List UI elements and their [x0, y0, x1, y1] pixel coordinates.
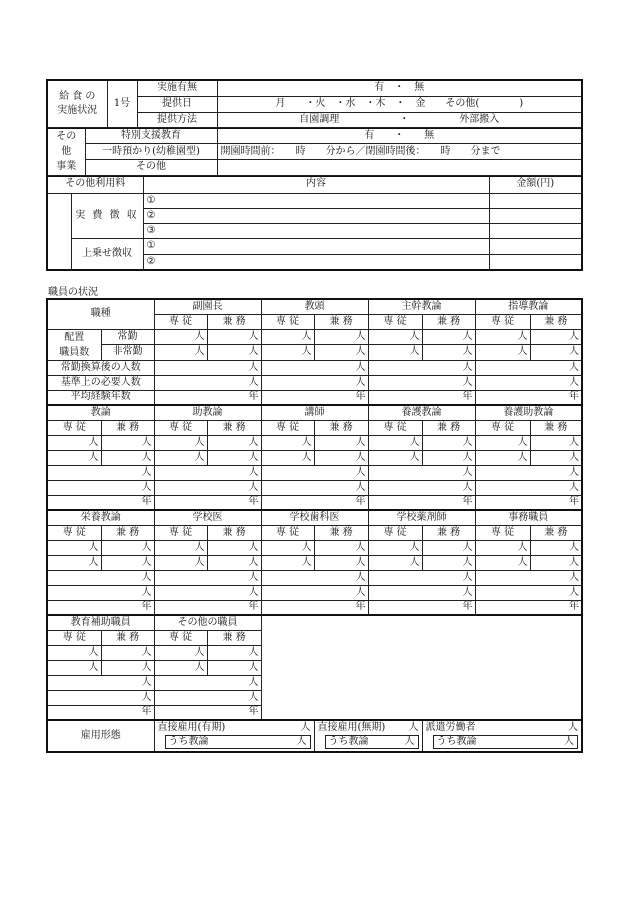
- count-cell[interactable]: 人: [475, 570, 582, 585]
- employment-sub-label: うち教論: [436, 736, 477, 747]
- row-label: 常勤: [101, 329, 154, 345]
- parttime-header: 兼 務: [101, 630, 154, 645]
- count-cell[interactable]: 人: [368, 345, 422, 361]
- fees-table: [46, 175, 583, 271]
- count-cell[interactable]: 人: [314, 329, 368, 345]
- fulltime-header: 専 従: [261, 525, 314, 540]
- count-cell[interactable]: 人: [261, 465, 368, 480]
- project-value[interactable]: 有 ・ 無: [217, 128, 582, 144]
- fees-header-left: その他利用料: [47, 176, 143, 194]
- fees-group-label: 上乗せ徴収: [71, 239, 143, 270]
- count-cell[interactable]: 人: [475, 540, 530, 555]
- project-value[interactable]: 開園時間前： 時 分から／閉園時間後： 時 分まで: [217, 144, 582, 160]
- fulltime-header: 専 従: [154, 630, 207, 645]
- fulltime-header: 専 従: [261, 420, 314, 435]
- count-cell[interactable]: 人: [154, 450, 207, 465]
- employment-item: [422, 720, 582, 735]
- count-cell[interactable]: 人: [475, 465, 582, 480]
- meal-table: [46, 79, 583, 129]
- count-cell[interactable]: 人: [154, 675, 261, 690]
- fees-indent: [47, 193, 71, 270]
- count-cell[interactable]: 人: [368, 555, 422, 570]
- count-cell[interactable]: 人: [530, 450, 582, 465]
- fulltime-header: 専 従: [47, 630, 101, 645]
- years-cell[interactable]: 年: [154, 600, 261, 615]
- count-cell[interactable]: 人: [261, 435, 314, 450]
- parttime-header: 兼 務: [530, 525, 582, 540]
- fee-item[interactable]: ①: [143, 239, 489, 254]
- years-cell[interactable]: 年: [261, 390, 368, 405]
- job-title: 学校歯科医: [261, 510, 368, 525]
- count-cell[interactable]: 人: [47, 480, 154, 495]
- parttime-header: 兼 務: [101, 525, 154, 540]
- count-cell[interactable]: 人: [368, 465, 475, 480]
- count-cell[interactable]: 人: [261, 480, 368, 495]
- parttime-header: 兼 務: [314, 525, 368, 540]
- fulltime-header: 専 従: [475, 525, 530, 540]
- years-cell[interactable]: 年: [368, 495, 475, 510]
- count-cell[interactable]: 人: [422, 435, 475, 450]
- employment-item: [314, 720, 422, 735]
- count-cell[interactable]: 人: [154, 690, 261, 705]
- count-cell[interactable]: 人: [154, 555, 207, 570]
- job-title: 栄養教論: [47, 510, 154, 525]
- count-cell[interactable]: 人: [475, 555, 530, 570]
- fulltime-header: 専 従: [368, 420, 422, 435]
- job-title: 副園長: [154, 299, 261, 314]
- project-label: 特別支援教育: [85, 128, 217, 144]
- count-cell[interactable]: 人: [47, 660, 101, 675]
- meal-row-label: 提供日: [137, 96, 217, 112]
- count-cell[interactable]: 人: [422, 450, 475, 465]
- job-title: 教論: [47, 405, 154, 420]
- job-title: 養護教論: [368, 405, 475, 420]
- row-label: 常勤換算後の人数: [47, 360, 154, 375]
- count-cell[interactable]: 人: [47, 675, 154, 690]
- fulltime-header: 専 従: [475, 420, 530, 435]
- count-cell[interactable]: 人: [101, 555, 154, 570]
- count-cell[interactable]: 人: [154, 435, 207, 450]
- job-title: 事務職員: [475, 510, 582, 525]
- count-cell[interactable]: 人: [261, 329, 314, 345]
- count-cell[interactable]: 人: [314, 555, 368, 570]
- count-cell[interactable]: 人: [475, 345, 530, 361]
- meal-row-value[interactable]: 有 ・ 無: [217, 80, 582, 96]
- count-cell[interactable]: 人: [101, 660, 154, 675]
- years-cell[interactable]: 年: [475, 495, 582, 510]
- count-cell[interactable]: 人: [47, 450, 101, 465]
- job-title: 教育補助職員: [47, 615, 154, 630]
- count-cell[interactable]: 人: [475, 375, 582, 390]
- count-cell[interactable]: 人: [261, 450, 314, 465]
- count-cell[interactable]: 人: [368, 540, 422, 555]
- project-value[interactable]: [217, 160, 582, 176]
- project-label: その他: [85, 160, 217, 176]
- count-cell[interactable]: 人: [530, 555, 582, 570]
- count-cell[interactable]: 人: [154, 375, 261, 390]
- employment-item-unit[interactable]: 人: [408, 722, 419, 733]
- job-title: 助教論: [154, 405, 261, 420]
- job-title: その他の職員: [154, 615, 261, 630]
- count-cell[interactable]: 人: [154, 329, 207, 345]
- meal-label: 給 食 の 実施状況: [47, 80, 107, 128]
- count-cell[interactable]: 人: [261, 360, 368, 375]
- count-cell[interactable]: 人: [422, 540, 475, 555]
- row-label: 平均経験年数: [47, 390, 154, 405]
- years-cell[interactable]: 年: [47, 705, 154, 720]
- count-cell[interactable]: 人: [154, 570, 261, 585]
- count-cell[interactable]: 人: [368, 570, 475, 585]
- count-cell[interactable]: 人: [101, 450, 154, 465]
- count-cell[interactable]: 人: [101, 540, 154, 555]
- count-cell[interactable]: 人: [368, 360, 475, 375]
- employment-item-unit[interactable]: 人: [568, 722, 578, 733]
- fees-header-amount: 金額(円): [489, 176, 582, 194]
- count-cell[interactable]: 人: [154, 480, 261, 495]
- parttime-header: 兼 務: [207, 314, 261, 329]
- years-cell[interactable]: 年: [475, 600, 582, 615]
- count-cell[interactable]: 人: [475, 360, 582, 375]
- count-cell[interactable]: 人: [261, 375, 368, 390]
- count-cell[interactable]: 人: [47, 570, 154, 585]
- meal-row-value[interactable]: 自園調理 ・ 外部搬入: [217, 112, 582, 128]
- fee-item[interactable]: ②: [143, 254, 489, 270]
- count-cell[interactable]: 人: [530, 435, 582, 450]
- fulltime-header: 専 従: [261, 314, 314, 329]
- count-cell[interactable]: 人: [422, 555, 475, 570]
- row-label: 非常勤: [101, 345, 154, 361]
- fee-amount[interactable]: [489, 193, 582, 208]
- blank-area: [261, 615, 582, 720]
- count-cell[interactable]: 人: [101, 435, 154, 450]
- count-cell[interactable]: 人: [154, 345, 207, 361]
- fulltime-header: 専 従: [368, 525, 422, 540]
- row-label: 基準上の必要人数: [47, 375, 154, 390]
- fulltime-header: 専 従: [368, 314, 422, 329]
- count-cell[interactable]: 人: [368, 329, 422, 345]
- fee-item[interactable]: ③: [143, 224, 489, 239]
- job-title: 学校薬剤師: [368, 510, 475, 525]
- count-cell[interactable]: 人: [475, 329, 530, 345]
- count-cell[interactable]: 人: [101, 645, 154, 660]
- count-cell[interactable]: 人: [261, 570, 368, 585]
- employment-sub-label: うち教論: [328, 736, 369, 747]
- parttime-header: 兼 務: [207, 525, 261, 540]
- fee-item[interactable]: ①: [143, 193, 489, 208]
- employment-sub-unit[interactable]: 人: [296, 736, 307, 747]
- employment-item: [154, 720, 314, 735]
- count-cell[interactable]: 人: [47, 645, 101, 660]
- other-projects-table: [46, 127, 583, 177]
- fees-header-content: 内容: [143, 176, 489, 194]
- fee-amount[interactable]: [489, 224, 582, 239]
- employment-sub: [422, 735, 582, 752]
- employment-sub: [154, 735, 314, 752]
- count-cell[interactable]: 人: [475, 435, 530, 450]
- count-cell[interactable]: 人: [154, 645, 207, 660]
- count-cell[interactable]: 人: [207, 645, 261, 660]
- parttime-header: 兼 務: [101, 420, 154, 435]
- count-cell[interactable]: 人: [475, 450, 530, 465]
- parttime-header: 兼 務: [207, 420, 261, 435]
- meal-no: 1号: [107, 80, 137, 128]
- fulltime-header: 専 従: [154, 525, 207, 540]
- employment-item-label: 派遣労働者: [425, 722, 476, 733]
- count-cell[interactable]: 人: [314, 435, 368, 450]
- employment-item-unit[interactable]: 人: [300, 722, 311, 733]
- employment-sub-unit[interactable]: 人: [404, 736, 415, 747]
- count-cell[interactable]: 人: [314, 450, 368, 465]
- years-cell[interactable]: 年: [47, 600, 154, 615]
- job-label: 職種: [47, 299, 154, 329]
- count-cell[interactable]: 人: [207, 329, 261, 345]
- parttime-header: 兼 務: [207, 630, 261, 645]
- years-cell[interactable]: 年: [261, 600, 368, 615]
- years-cell[interactable]: 年: [261, 495, 368, 510]
- count-cell[interactable]: 人: [207, 345, 261, 361]
- count-cell[interactable]: 人: [368, 450, 422, 465]
- count-cell[interactable]: 人: [47, 435, 101, 450]
- employment-sub-unit[interactable]: 人: [564, 736, 574, 747]
- job-title: 学校医: [154, 510, 261, 525]
- years-cell[interactable]: 年: [475, 390, 582, 405]
- employment-sub-label: うち教論: [168, 736, 209, 747]
- count-cell[interactable]: 人: [530, 540, 582, 555]
- parttime-header: 兼 務: [422, 314, 475, 329]
- staff-section-title: 職員の状況: [48, 287, 98, 298]
- parttime-header: 兼 務: [530, 420, 582, 435]
- count-cell[interactable]: 人: [207, 435, 261, 450]
- fees-group-label: 実 費 徴 収: [71, 193, 143, 239]
- meal-row-value[interactable]: 月 ・火 ・水 ・木 ・ 金 その他( ): [217, 96, 582, 112]
- parttime-header: 兼 務: [314, 420, 368, 435]
- count-cell[interactable]: 人: [368, 435, 422, 450]
- count-cell[interactable]: 人: [47, 555, 101, 570]
- parttime-header: 兼 務: [530, 314, 582, 329]
- fulltime-header: 専 従: [47, 525, 101, 540]
- count-cell[interactable]: 人: [261, 345, 314, 361]
- other-projects-label: その 他 事業: [47, 128, 85, 176]
- years-cell[interactable]: 年: [154, 495, 261, 510]
- years-cell[interactable]: 年: [368, 600, 475, 615]
- project-label: 一時預かり(幼稚園型): [85, 144, 217, 160]
- count-cell[interactable]: 人: [422, 329, 475, 345]
- count-cell[interactable]: 人: [314, 345, 368, 361]
- meal-row-label: 実施有無: [137, 80, 217, 96]
- count-cell[interactable]: 人: [47, 465, 154, 480]
- count-cell[interactable]: 人: [368, 585, 475, 600]
- parttime-header: 兼 務: [314, 314, 368, 329]
- years-cell[interactable]: 年: [368, 390, 475, 405]
- count-cell[interactable]: 人: [422, 345, 475, 361]
- job-title: 講師: [261, 405, 368, 420]
- count-cell[interactable]: 人: [154, 360, 261, 375]
- fulltime-header: 専 従: [154, 420, 207, 435]
- count-cell[interactable]: 人: [314, 540, 368, 555]
- staff-table: [46, 298, 583, 753]
- job-title: 指導教論: [475, 299, 582, 314]
- years-cell[interactable]: 年: [47, 495, 154, 510]
- count-cell[interactable]: 人: [47, 690, 154, 705]
- count-cell[interactable]: 人: [47, 540, 101, 555]
- fulltime-header: 専 従: [475, 314, 530, 329]
- count-cell[interactable]: 人: [475, 585, 582, 600]
- count-cell[interactable]: 人: [207, 555, 261, 570]
- count-cell[interactable]: 人: [261, 555, 314, 570]
- count-cell[interactable]: 人: [368, 375, 475, 390]
- count-cell[interactable]: 人: [47, 585, 154, 600]
- years-cell[interactable]: 年: [154, 705, 261, 720]
- parttime-header: 兼 務: [422, 525, 475, 540]
- meal-row-label: 提供方法: [137, 112, 217, 128]
- count-cell[interactable]: 人: [368, 480, 475, 495]
- parttime-header: 兼 務: [422, 420, 475, 435]
- employment-item-label: 直接雇用(無期): [317, 722, 386, 733]
- job-title: 教頭: [261, 299, 368, 314]
- count-cell[interactable]: 人: [530, 329, 582, 345]
- fee-amount[interactable]: [489, 239, 582, 254]
- count-cell[interactable]: 人: [154, 465, 261, 480]
- years-cell[interactable]: 年: [154, 390, 261, 405]
- count-cell[interactable]: 人: [154, 660, 207, 675]
- employment-item-label: 直接雇用(有期): [157, 722, 226, 733]
- count-cell[interactable]: 人: [207, 660, 261, 675]
- fee-amount[interactable]: [489, 254, 582, 270]
- employment-sub: [314, 735, 422, 752]
- fulltime-header: 専 従: [47, 420, 101, 435]
- fulltime-header: 専 従: [154, 314, 207, 329]
- count-cell[interactable]: 人: [530, 345, 582, 361]
- employment-label: 雇用形態: [47, 720, 154, 752]
- count-cell[interactable]: 人: [207, 540, 261, 555]
- job-title: 主幹教論: [368, 299, 475, 314]
- count-cell[interactable]: 人: [154, 585, 261, 600]
- count-cell[interactable]: 人: [475, 480, 582, 495]
- count-cell[interactable]: 人: [154, 540, 207, 555]
- fee-item[interactable]: ②: [143, 208, 489, 223]
- fee-amount[interactable]: [489, 208, 582, 223]
- job-title: 養護助教論: [475, 405, 582, 420]
- count-cell[interactable]: 人: [261, 585, 368, 600]
- staff-count-label: 配置 職員数: [47, 329, 101, 360]
- count-cell[interactable]: 人: [207, 450, 261, 465]
- count-cell[interactable]: 人: [261, 540, 314, 555]
